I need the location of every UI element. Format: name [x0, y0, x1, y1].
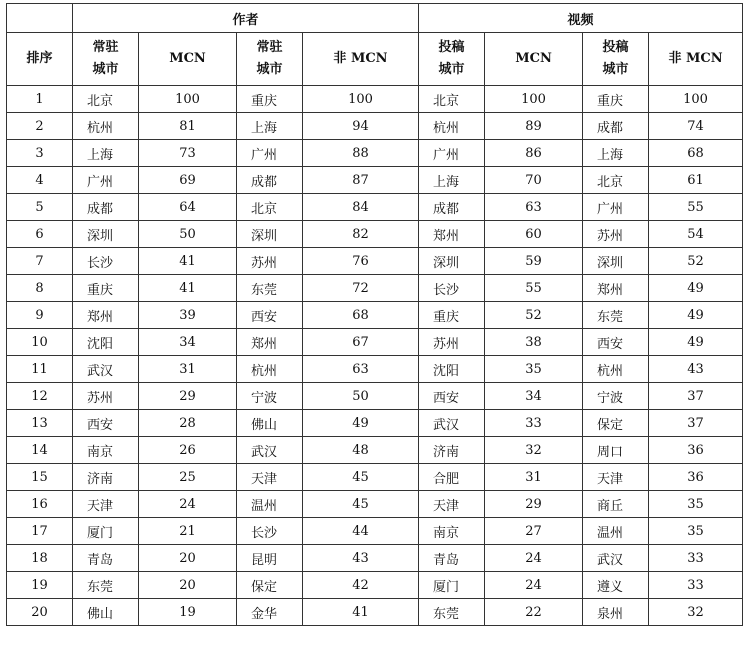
author-mcn-value-cell: 29 [139, 383, 237, 410]
video-city2-header: 投稿 城市 [583, 33, 649, 86]
video-non-mcn-value-cell: 35 [649, 491, 743, 518]
video-mcn-value-cell: 31 [485, 464, 583, 491]
author-mcn-header: MCN [139, 33, 237, 86]
video-mcn-city-cell: 深圳 [419, 248, 485, 275]
video-mcn-city-cell: 合肥 [419, 464, 485, 491]
video-non-mcn-city-cell: 西安 [583, 329, 649, 356]
video-mcn-city-cell: 南京 [419, 518, 485, 545]
rank-cell: 14 [7, 437, 73, 464]
author-non-mcn-city-cell: 宁波 [237, 383, 303, 410]
author-city-header: 常驻 城市 [73, 33, 139, 86]
video-mcn-city-cell: 西安 [419, 383, 485, 410]
video-non-mcn-city-cell: 周口 [583, 437, 649, 464]
video-non-mcn-city-cell: 杭州 [583, 356, 649, 383]
author-non-mcn-city-cell: 保定 [237, 572, 303, 599]
author-non-mcn-value-cell: 63 [303, 356, 419, 383]
author-mcn-value-cell: 28 [139, 410, 237, 437]
video-non-mcn-value-cell: 36 [649, 437, 743, 464]
video-non-mcn-value-cell: 43 [649, 356, 743, 383]
video-mcn-value-cell: 86 [485, 140, 583, 167]
video-non-mcn-value-cell: 49 [649, 329, 743, 356]
video-non-mcn-city-cell: 保定 [583, 410, 649, 437]
video-mcn-city-cell: 东莞 [419, 599, 485, 626]
author-non-mcn-value-cell: 100 [303, 86, 419, 113]
author-non-mcn-city-cell: 重庆 [237, 86, 303, 113]
author-non-mcn-value-cell: 72 [303, 275, 419, 302]
author-mcn-city-cell: 厦门 [73, 518, 139, 545]
author-non-mcn-city-cell: 武汉 [237, 437, 303, 464]
video-mcn-value-cell: 34 [485, 383, 583, 410]
video-non-mcn-value-cell: 35 [649, 518, 743, 545]
video-mcn-value-cell: 24 [485, 572, 583, 599]
rank-cell: 7 [7, 248, 73, 275]
table-row [7, 410, 743, 437]
author-mcn-value-cell: 21 [139, 518, 237, 545]
author-mcn-city-cell: 成都 [73, 194, 139, 221]
video-non-mcn-value-cell: 37 [649, 410, 743, 437]
video-mcn-value-cell: 55 [485, 275, 583, 302]
author-non-mcn-value-cell: 45 [303, 491, 419, 518]
rank-cell: 4 [7, 167, 73, 194]
author-mcn-city-cell: 武汉 [73, 356, 139, 383]
rank-cell: 16 [7, 491, 73, 518]
video-mcn-city-cell: 郑州 [419, 221, 485, 248]
video-non-mcn-value-cell: 61 [649, 167, 743, 194]
video-city-header: 投稿 城市 [419, 33, 485, 86]
video-mcn-value-cell: 38 [485, 329, 583, 356]
author-mcn-value-cell: 73 [139, 140, 237, 167]
column-header-row [7, 33, 743, 86]
video-mcn-value-cell: 32 [485, 437, 583, 464]
video-non-mcn-value-cell: 49 [649, 302, 743, 329]
video-mcn-city-cell: 青岛 [419, 545, 485, 572]
author-non-mcn-city-cell: 上海 [237, 113, 303, 140]
author-mcn-value-cell: 20 [139, 572, 237, 599]
author-non-mcn-value-cell: 42 [303, 572, 419, 599]
author-non-mcn-value-cell: 45 [303, 464, 419, 491]
video-non-mcn-city-cell: 深圳 [583, 248, 649, 275]
author-mcn-value-cell: 50 [139, 221, 237, 248]
video-non-mcn-value-cell: 52 [649, 248, 743, 275]
author-mcn-city-cell: 长沙 [73, 248, 139, 275]
author-mcn-value-cell: 24 [139, 491, 237, 518]
video-mcn-header: MCN [485, 33, 583, 86]
video-non-mcn-value-cell: 74 [649, 113, 743, 140]
author-non-mcn-value-cell: 49 [303, 410, 419, 437]
author-city2-header: 常驻 城市 [237, 33, 303, 86]
rank-cell: 19 [7, 572, 73, 599]
rank-cell: 3 [7, 140, 73, 167]
video-mcn-city-cell: 上海 [419, 167, 485, 194]
video-mcn-value-cell: 63 [485, 194, 583, 221]
video-non-mcn-city-cell: 郑州 [583, 275, 649, 302]
author-mcn-city-cell: 杭州 [73, 113, 139, 140]
video-mcn-city-cell: 沈阳 [419, 356, 485, 383]
video-non-mcn-city-cell: 成都 [583, 113, 649, 140]
author-non-mcn-value-cell: 68 [303, 302, 419, 329]
rank-cell: 11 [7, 356, 73, 383]
video-non-mcn-value-cell: 37 [649, 383, 743, 410]
author-mcn-value-cell: 19 [139, 599, 237, 626]
video-mcn-value-cell: 33 [485, 410, 583, 437]
table-row [7, 302, 743, 329]
table-row [7, 464, 743, 491]
author-mcn-city-cell: 济南 [73, 464, 139, 491]
author-non-mcn-city-cell: 天津 [237, 464, 303, 491]
author-non-mcn-city-cell: 广州 [237, 140, 303, 167]
table-row [7, 329, 743, 356]
video-non-mcn-city-cell: 苏州 [583, 221, 649, 248]
author-non-mcn-city-cell: 西安 [237, 302, 303, 329]
table-row [7, 194, 743, 221]
video-non-mcn-city-cell: 泉州 [583, 599, 649, 626]
video-mcn-value-cell: 22 [485, 599, 583, 626]
author-mcn-city-cell: 郑州 [73, 302, 139, 329]
author-non-mcn-city-cell: 杭州 [237, 356, 303, 383]
author-group-header: 作者 [73, 4, 419, 33]
video-mcn-city-cell: 广州 [419, 140, 485, 167]
table-row [7, 140, 743, 167]
rank-cell: 15 [7, 464, 73, 491]
author-mcn-value-cell: 69 [139, 167, 237, 194]
author-non-mcn-value-cell: 41 [303, 599, 419, 626]
author-non-mcn-value-cell: 94 [303, 113, 419, 140]
video-non-mcn-city-cell: 上海 [583, 140, 649, 167]
table-row [7, 167, 743, 194]
author-mcn-value-cell: 34 [139, 329, 237, 356]
author-mcn-value-cell: 41 [139, 248, 237, 275]
video-mcn-city-cell: 北京 [419, 86, 485, 113]
video-mcn-value-cell: 70 [485, 167, 583, 194]
author-mcn-value-cell: 20 [139, 545, 237, 572]
author-non-mcn-value-cell: 76 [303, 248, 419, 275]
author-non-mcn-header: 非 MCN [303, 33, 419, 86]
author-non-mcn-city-cell: 深圳 [237, 221, 303, 248]
video-mcn-value-cell: 35 [485, 356, 583, 383]
video-non-mcn-value-cell: 68 [649, 140, 743, 167]
author-non-mcn-value-cell: 44 [303, 518, 419, 545]
author-non-mcn-value-cell: 88 [303, 140, 419, 167]
author-non-mcn-city-cell: 金华 [237, 599, 303, 626]
video-mcn-value-cell: 52 [485, 302, 583, 329]
video-mcn-value-cell: 29 [485, 491, 583, 518]
author-mcn-value-cell: 39 [139, 302, 237, 329]
video-mcn-city-cell: 苏州 [419, 329, 485, 356]
rank-cell: 2 [7, 113, 73, 140]
author-mcn-city-cell: 天津 [73, 491, 139, 518]
video-mcn-value-cell: 60 [485, 221, 583, 248]
author-mcn-city-cell: 广州 [73, 167, 139, 194]
table-row [7, 491, 743, 518]
author-mcn-value-cell: 100 [139, 86, 237, 113]
video-mcn-value-cell: 24 [485, 545, 583, 572]
author-non-mcn-city-cell: 北京 [237, 194, 303, 221]
video-non-mcn-value-cell: 33 [649, 572, 743, 599]
table-row [7, 86, 743, 113]
video-non-mcn-value-cell: 55 [649, 194, 743, 221]
video-non-mcn-city-cell: 武汉 [583, 545, 649, 572]
author-mcn-city-cell: 西安 [73, 410, 139, 437]
rank-header: 排序 [7, 33, 73, 86]
video-non-mcn-value-cell: 33 [649, 545, 743, 572]
author-non-mcn-city-cell: 温州 [237, 491, 303, 518]
author-mcn-city-cell: 北京 [73, 86, 139, 113]
table-row [7, 248, 743, 275]
video-non-mcn-value-cell: 36 [649, 464, 743, 491]
video-non-mcn-city-cell: 遵义 [583, 572, 649, 599]
rank-cell: 20 [7, 599, 73, 626]
video-non-mcn-city-cell: 天津 [583, 464, 649, 491]
author-mcn-city-cell: 上海 [73, 140, 139, 167]
video-non-mcn-city-cell: 广州 [583, 194, 649, 221]
author-non-mcn-city-cell: 苏州 [237, 248, 303, 275]
empty-corner-cell [7, 4, 73, 33]
rank-cell: 6 [7, 221, 73, 248]
video-non-mcn-city-cell: 温州 [583, 518, 649, 545]
video-non-mcn-header: 非 MCN [649, 33, 743, 86]
author-non-mcn-value-cell: 82 [303, 221, 419, 248]
author-mcn-city-cell: 佛山 [73, 599, 139, 626]
author-mcn-city-cell: 深圳 [73, 221, 139, 248]
author-mcn-value-cell: 26 [139, 437, 237, 464]
author-non-mcn-city-cell: 昆明 [237, 545, 303, 572]
video-non-mcn-city-cell: 北京 [583, 167, 649, 194]
author-non-mcn-value-cell: 50 [303, 383, 419, 410]
author-non-mcn-value-cell: 48 [303, 437, 419, 464]
author-non-mcn-value-cell: 84 [303, 194, 419, 221]
video-mcn-city-cell: 厦门 [419, 572, 485, 599]
video-non-mcn-value-cell: 100 [649, 86, 743, 113]
author-mcn-city-cell: 东莞 [73, 572, 139, 599]
video-non-mcn-value-cell: 49 [649, 275, 743, 302]
video-non-mcn-value-cell: 54 [649, 221, 743, 248]
table-row [7, 221, 743, 248]
video-mcn-value-cell: 27 [485, 518, 583, 545]
table-row [7, 437, 743, 464]
ranking-table [6, 3, 743, 626]
video-non-mcn-city-cell: 商丘 [583, 491, 649, 518]
author-non-mcn-city-cell: 郑州 [237, 329, 303, 356]
rank-cell: 1 [7, 86, 73, 113]
author-non-mcn-value-cell: 87 [303, 167, 419, 194]
video-mcn-value-cell: 89 [485, 113, 583, 140]
table-row [7, 383, 743, 410]
table-row [7, 572, 743, 599]
video-mcn-city-cell: 杭州 [419, 113, 485, 140]
table-row [7, 518, 743, 545]
author-non-mcn-value-cell: 43 [303, 545, 419, 572]
author-non-mcn-value-cell: 67 [303, 329, 419, 356]
video-mcn-city-cell: 济南 [419, 437, 485, 464]
video-non-mcn-value-cell: 32 [649, 599, 743, 626]
author-non-mcn-city-cell: 成都 [237, 167, 303, 194]
rank-cell: 13 [7, 410, 73, 437]
table-body [7, 86, 743, 626]
video-mcn-city-cell: 重庆 [419, 302, 485, 329]
table-row [7, 599, 743, 626]
author-mcn-value-cell: 41 [139, 275, 237, 302]
rank-cell: 12 [7, 383, 73, 410]
author-mcn-city-cell: 沈阳 [73, 329, 139, 356]
table-row [7, 356, 743, 383]
video-mcn-city-cell: 成都 [419, 194, 485, 221]
table-row [7, 275, 743, 302]
author-mcn-value-cell: 81 [139, 113, 237, 140]
video-mcn-value-cell: 59 [485, 248, 583, 275]
video-group-header: 视频 [419, 4, 743, 33]
rank-cell: 5 [7, 194, 73, 221]
rank-cell: 9 [7, 302, 73, 329]
table-row [7, 545, 743, 572]
author-mcn-value-cell: 64 [139, 194, 237, 221]
video-non-mcn-city-cell: 东莞 [583, 302, 649, 329]
author-non-mcn-city-cell: 东莞 [237, 275, 303, 302]
video-mcn-city-cell: 天津 [419, 491, 485, 518]
author-non-mcn-city-cell: 佛山 [237, 410, 303, 437]
author-mcn-city-cell: 南京 [73, 437, 139, 464]
video-mcn-city-cell: 武汉 [419, 410, 485, 437]
author-mcn-value-cell: 25 [139, 464, 237, 491]
author-mcn-city-cell: 重庆 [73, 275, 139, 302]
video-mcn-value-cell: 100 [485, 86, 583, 113]
author-mcn-city-cell: 苏州 [73, 383, 139, 410]
author-mcn-city-cell: 青岛 [73, 545, 139, 572]
video-non-mcn-city-cell: 重庆 [583, 86, 649, 113]
rank-cell: 10 [7, 329, 73, 356]
rank-cell: 8 [7, 275, 73, 302]
video-non-mcn-city-cell: 宁波 [583, 383, 649, 410]
author-mcn-value-cell: 31 [139, 356, 237, 383]
video-mcn-city-cell: 长沙 [419, 275, 485, 302]
rank-cell: 18 [7, 545, 73, 572]
author-non-mcn-city-cell: 长沙 [237, 518, 303, 545]
rank-cell: 17 [7, 518, 73, 545]
table-row [7, 113, 743, 140]
group-header-row [7, 4, 743, 33]
